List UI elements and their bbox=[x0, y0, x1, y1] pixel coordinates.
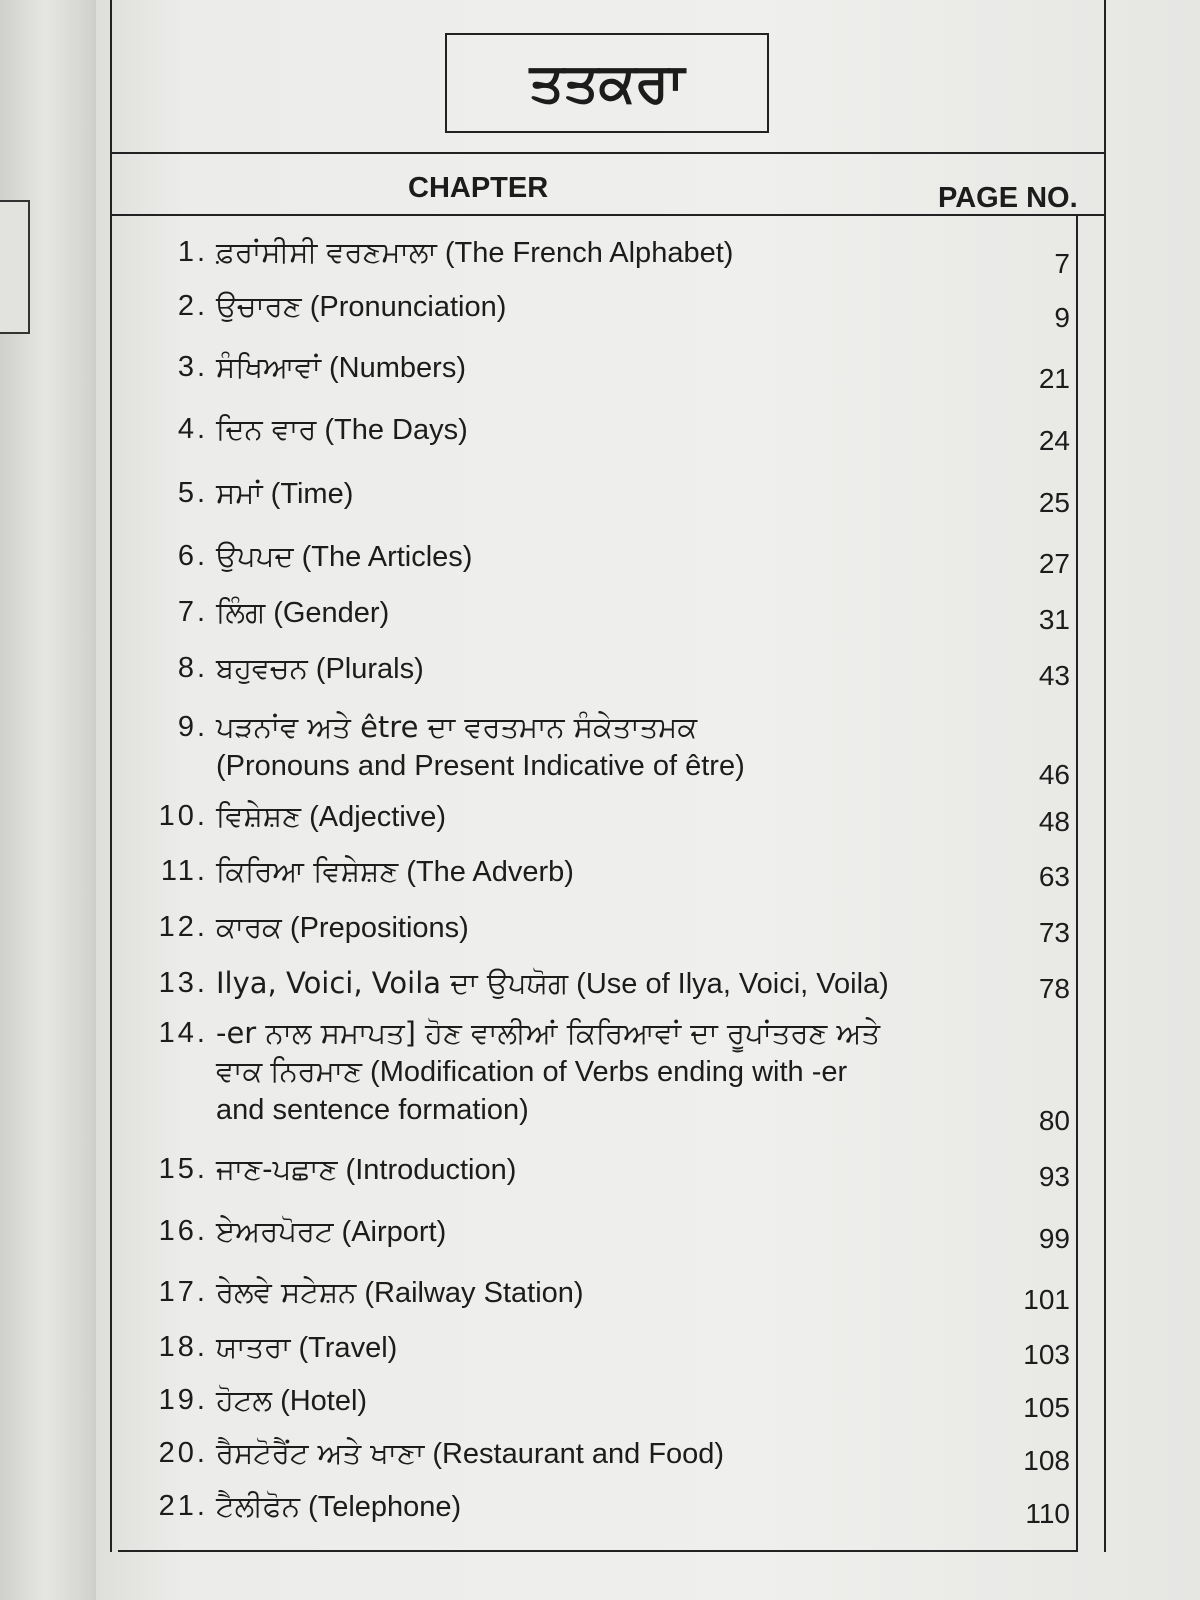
entry-punjabi: ਰੇਲਵੇ ਸਟੇਸ਼ਨ bbox=[216, 1275, 357, 1309]
entry-punjabi: ਫ਼ਰਾਂਸੀਸੀ ਵਰਣਮਾਲਾ bbox=[216, 235, 437, 269]
toc-entry bbox=[140, 1487, 1070, 1529]
entry-english: (Hotel) bbox=[280, 1385, 368, 1417]
entry-number: 16. bbox=[158, 1215, 208, 1247]
entry-english: (Pronunciation) bbox=[309, 291, 507, 323]
entry-english: (The Days) bbox=[324, 414, 468, 446]
entry-page: 103 bbox=[1023, 1339, 1070, 1370]
entry-number: 3. bbox=[177, 351, 208, 383]
entry-english: (The French Alphabet) bbox=[444, 237, 734, 269]
gutter-page-frame bbox=[0, 200, 30, 334]
entry-english: (Plurals) bbox=[315, 653, 424, 685]
inner-right-rule bbox=[1076, 214, 1078, 1552]
entry-page: 93 bbox=[1038, 1161, 1070, 1192]
entry-page: 9 bbox=[1054, 302, 1070, 333]
toc-entry bbox=[140, 708, 1070, 790]
toc-entry bbox=[140, 287, 1070, 333]
entry-english: (Gender) bbox=[273, 597, 390, 629]
entry-page: 110 bbox=[1025, 1498, 1070, 1529]
entry-punjabi: -er ਨਾਲ ਸਮਾਪਤ] ਹੋਣ ਵਾਲੀਆਂ ਕਿਰਿਆਵਾਂ ਦਾ ਰੂਪਾਂਤਰਣ ਅਤੇ bbox=[216, 1016, 881, 1050]
entry-page: 78 bbox=[1038, 973, 1070, 1004]
entry-page: 101 bbox=[1023, 1284, 1070, 1315]
entry-number: 18. bbox=[158, 1331, 208, 1363]
entry-number: 13. bbox=[158, 967, 208, 999]
entry-page: 99 bbox=[1038, 1223, 1070, 1254]
entry-page: 24 bbox=[1038, 425, 1070, 456]
toc-entry bbox=[140, 852, 1070, 891]
entry-english: (Use of Ilya, Voici, Voila) bbox=[576, 968, 889, 1000]
chapter-header: CHAPTER bbox=[408, 172, 549, 204]
entry-page: 80 bbox=[1038, 1105, 1070, 1136]
entry-punjabi: ਉਪਪਦ bbox=[216, 539, 294, 573]
entry-page: 105 bbox=[1023, 1392, 1070, 1423]
frame-bottom-rule bbox=[118, 1550, 1076, 1552]
entry-number: 5. bbox=[177, 477, 208, 509]
entry-number: 20. bbox=[158, 1437, 208, 1469]
entry-page: 108 bbox=[1023, 1445, 1070, 1476]
entry-page: 25 bbox=[1038, 487, 1070, 518]
entry-number: 9. bbox=[177, 711, 208, 743]
toc-entry bbox=[140, 1014, 1070, 1136]
toc-entry bbox=[140, 964, 1070, 1003]
entry-page: 73 bbox=[1038, 917, 1070, 948]
entry-page: 48 bbox=[1038, 806, 1070, 837]
entry-number: 8. bbox=[177, 652, 208, 684]
entry-number: 4. bbox=[177, 413, 208, 445]
entry-english: (Introduction) bbox=[345, 1154, 517, 1186]
toc-entry bbox=[140, 797, 1070, 836]
frame-right-rule bbox=[1104, 0, 1106, 1552]
entry-english: ਵਾਕ ਨਿਰਮਾਣ (Modification of Verbs ending with -er bbox=[216, 1056, 848, 1088]
page-number-header: PAGE NO. bbox=[938, 182, 1078, 214]
entry-english: (Time) bbox=[270, 478, 354, 510]
toc-entry bbox=[140, 348, 1070, 394]
toc-entry bbox=[140, 649, 1070, 691]
entry-punjabi: ਰੈਸਟੋਰੈਂਟ ਅਤੇ ਖਾਣਾ bbox=[216, 1436, 425, 1470]
entry-punjabi: ਦਿਨ ਵਾਰ bbox=[216, 412, 317, 446]
entry-page: 21 bbox=[1038, 363, 1070, 394]
toc-entry bbox=[140, 593, 1070, 635]
entry-number: 2. bbox=[177, 290, 208, 322]
toc-entry bbox=[140, 233, 1070, 279]
entry-english: (Railway Station) bbox=[364, 1277, 584, 1309]
entry-english: (Numbers) bbox=[329, 352, 466, 384]
toc-entry bbox=[140, 410, 1070, 456]
entry-english: (Adjective) bbox=[309, 801, 447, 833]
entry-page: 43 bbox=[1038, 660, 1070, 691]
entry-english: (Telephone) bbox=[308, 1491, 462, 1523]
entry-punjabi: ਲਿੰਗ bbox=[216, 595, 266, 629]
entry-page: 27 bbox=[1038, 548, 1070, 579]
entry-punjabi: ਪੜਨਾਂਵ ਅਤੇ être ਦਾ ਵਰਤਮਾਨ ਸੰਕੇਤਾਤਮਕ bbox=[216, 710, 698, 744]
entry-number: 21. bbox=[158, 1490, 208, 1522]
toc-entry bbox=[140, 1150, 1070, 1192]
entry-number: 19. bbox=[158, 1384, 208, 1416]
entry-punjabi: ਟੈਲੀਫੋਨ bbox=[216, 1489, 300, 1523]
entry-number: 12. bbox=[158, 911, 208, 943]
entry-number: 1. bbox=[177, 236, 208, 268]
toc-entry bbox=[140, 1273, 1070, 1315]
toc-entry bbox=[140, 474, 1070, 518]
entry-punjabi: ਸੰਖਿਆਵਾਂ bbox=[216, 350, 321, 384]
entry-number: 10. bbox=[158, 800, 208, 832]
entry-punjabi: ਕਿਰਿਆ ਵਿਸ਼ੇਸ਼ਣ bbox=[216, 854, 399, 888]
entry-number: 11. bbox=[160, 855, 208, 887]
entry-punjabi: ਹੋਟਲ bbox=[216, 1383, 272, 1417]
entry-english: (The Adverb) bbox=[406, 856, 574, 888]
entry-page: 46 bbox=[1038, 759, 1070, 790]
entry-english: (Travel) bbox=[298, 1332, 398, 1364]
entry-page: 7 bbox=[1054, 248, 1070, 279]
entry-punjabi: ਵਿਸ਼ੇਸ਼ਣ bbox=[216, 799, 301, 833]
entry-number: 15. bbox=[158, 1153, 208, 1185]
entry-page: 31 bbox=[1038, 604, 1070, 635]
page-title: ਤਤਕਰਾ bbox=[445, 33, 769, 133]
entry-punjabi: ਉਚਾਰਣ bbox=[216, 289, 302, 323]
entry-punjabi: ਯਾਤਰਾ bbox=[216, 1330, 291, 1364]
entry-english: (Pronouns and Present Indicative of être) bbox=[216, 750, 745, 782]
entry-english-cont: and sentence formation) bbox=[216, 1094, 529, 1126]
toc-entry bbox=[140, 908, 1070, 947]
entry-punjabi: ਕਾਰਕ bbox=[216, 910, 282, 944]
entry-english: (Restaurant and Food) bbox=[432, 1438, 725, 1470]
entry-punjabi: ਬਹੁਵਚਨ bbox=[216, 651, 308, 685]
entry-number: 17. bbox=[158, 1276, 208, 1308]
entry-english: (Prepositions) bbox=[289, 912, 469, 944]
entry-number: 7. bbox=[177, 596, 208, 628]
entry-page: 63 bbox=[1038, 861, 1070, 892]
entry-punjabi: Ilya, Voici, Voila ਦਾ ਉਪਯੋਗ bbox=[216, 966, 569, 1000]
entry-punjabi: ਜਾਣ-ਪਛਾਣ bbox=[216, 1152, 338, 1186]
toc-entry bbox=[140, 1328, 1070, 1370]
entry-punjabi: ਏਅਰਪੋਰਟ bbox=[216, 1214, 334, 1248]
entry-english: (Airport) bbox=[341, 1216, 447, 1248]
entry-number: 14. bbox=[158, 1017, 208, 1049]
toc-entry bbox=[140, 1212, 1070, 1254]
frame-left-rule bbox=[110, 0, 112, 1552]
entry-punjabi: ਸਮਾਂ bbox=[216, 476, 263, 510]
toc-entry bbox=[140, 537, 1070, 579]
entry-english: (The Articles) bbox=[301, 541, 473, 573]
entry-number: 6. bbox=[177, 540, 208, 572]
toc-entry bbox=[140, 1381, 1070, 1423]
toc-entry bbox=[140, 1434, 1070, 1476]
frame-top-rule bbox=[110, 152, 1106, 154]
